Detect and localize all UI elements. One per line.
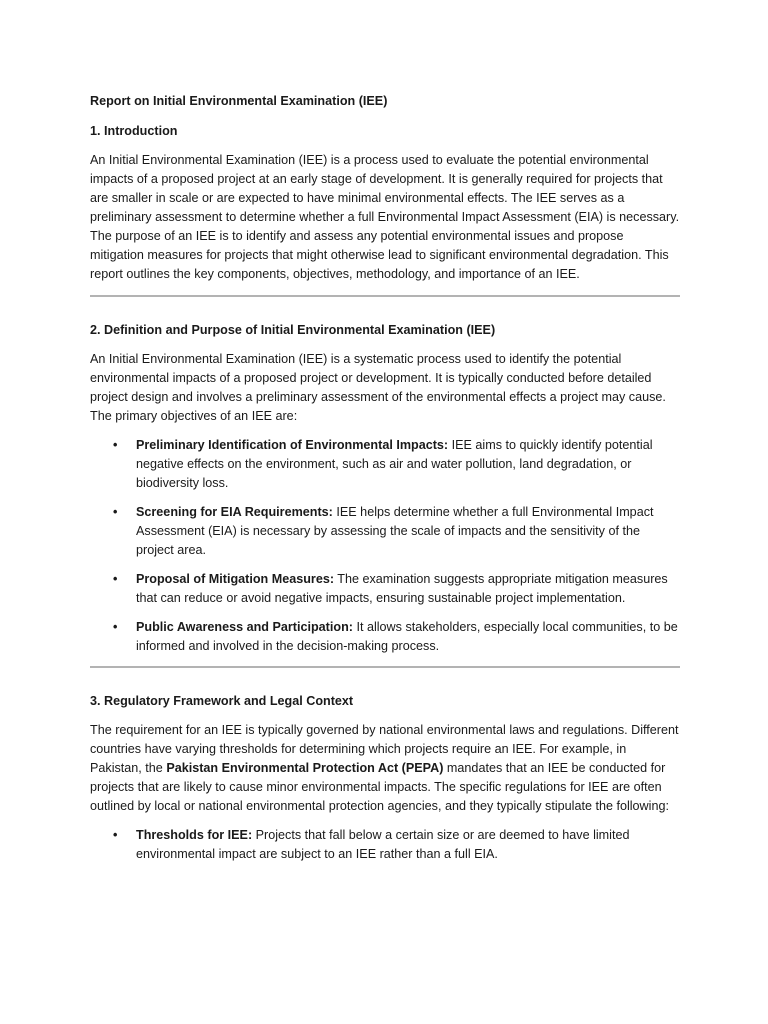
list-item-term: Proposal of Mitigation Measures: (136, 572, 335, 586)
bullet-icon: • (113, 438, 118, 452)
section-heading-regulatory: 3. Regulatory Framework and Legal Context (90, 694, 354, 708)
list-item (90, 618, 680, 656)
regulations-list (90, 826, 680, 864)
section-divider (90, 295, 680, 297)
list-item-text: It allows stakeholders, especially local communities, to be informed and involved in the decision-making process. (136, 620, 678, 653)
section-divider (90, 666, 680, 668)
list-item (90, 436, 680, 493)
regulatory-paragraph-start: The requirement for an IEE is typically governed by national environmental laws and regulations. Different countries have varying thresholds for determining which projects require an IEE. For example, in Pakistan, the (90, 723, 679, 775)
bullet-icon: • (113, 620, 118, 634)
list-item-term: Screening for EIA Requirements: (136, 505, 333, 519)
list-item (90, 503, 680, 560)
list-item-text: IEE helps determine whether a full Environmental Impact Assessment (EIA) is necessary by assessing the scale of impacts and the sensitivity of the project area. (136, 505, 654, 557)
regulatory-paragraph-end: mandates that an IEE be conducted for projects that are likely to cause minor environmental impacts. The specific regulations for IEE are often outlined by local or national environmental protection agencies, and they typically stipulate the following: (90, 761, 669, 813)
document-title: Report on Initial Environmental Examination (IEE) (90, 94, 388, 108)
objectives-list (90, 436, 680, 656)
list-item-text: Projects that fall below a certain size or are deemed to have limited environmental impact are subject to an IEE rather than a full EIA. (136, 828, 630, 861)
section-heading-introduction: 1. Introduction (90, 124, 178, 138)
list-item-text: IEE aims to quickly identify potential negative effects on the environment, such as air and water pollution, land degradation, or biodiversity loss. (136, 438, 653, 490)
introduction-paragraph: An Initial Environmental Examination (IEE) is a process used to evaluate the potential environmental impacts of a proposed project at an early stage of development. It is generally required for projects that are smaller in scale or are expected to have minimal environmental effects. The IEE serves as a preliminary assessment to determine whether a full Environmental Impact Assessment (EIA) is necessary. The purpose of an IEE is to identify and assess any potential environmental issues and propose mitigation measures for projects that might otherwise lead to significant environmental degradation. This report outlines the key components, objectives, methodology, and importance of an IEE. (90, 153, 680, 281)
regulatory-act-name: Pakistan Environmental Protection Act (PEPA) (166, 761, 444, 775)
list-item (90, 570, 680, 608)
list-item-term: Public Awareness and Participation: (136, 620, 353, 634)
definition-paragraph: An Initial Environmental Examination (IEE) is a systematic process used to identify the potential environmental impacts of a proposed project or development. It is typically conducted before detailed project design and involves a preliminary assessment of the environmental effects a project may cause. The primary objectives of an IEE are: (90, 352, 666, 423)
section-heading-definition: 2. Definition and Purpose of Initial Environmental Examination (IEE) (90, 323, 496, 337)
bullet-icon: • (113, 572, 118, 586)
bullet-icon: • (113, 828, 118, 842)
list-item-term: Thresholds for IEE: (136, 828, 253, 842)
bullet-icon: • (113, 505, 118, 519)
list-item (90, 826, 680, 864)
regulatory-paragraph (90, 721, 680, 816)
list-item-term: Preliminary Identification of Environmental Impacts: (136, 438, 449, 452)
list-item-text: The examination suggests appropriate mitigation measures that can reduce or avoid negative impacts, ensuring sustainable project implementation. (136, 572, 668, 605)
document-page (90, 92, 680, 874)
